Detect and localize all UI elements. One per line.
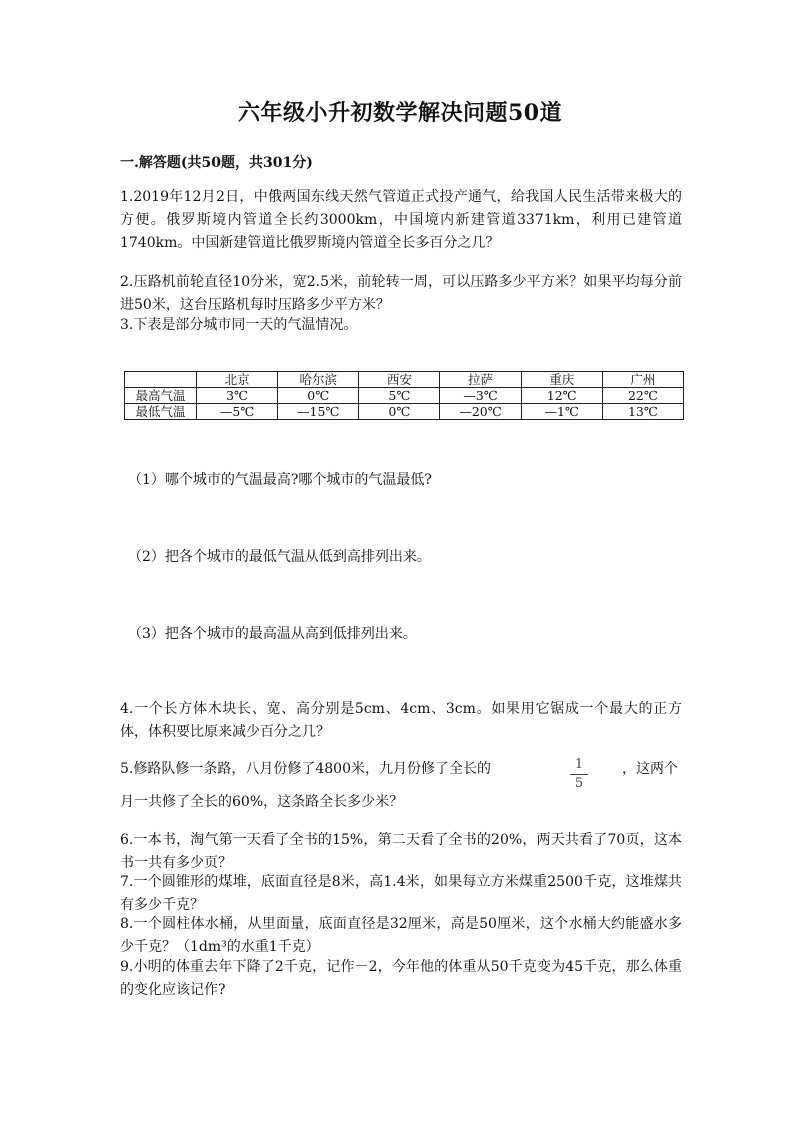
question-8: 8.一个圆柱体水桶，从里面量，底面直径是32厘米，高是50厘米，这个水桶大约能盛水多少千克？（1dm³的水重1千克） [120,916,682,955]
table-cell: —15℃ [278,404,359,420]
question-4: 4.一个长方体木块长、宽、高分别是5cm、4cm、3cm。如果用它锯成一个最大的正方体，体积要比原来减少百分之几？ [120,701,682,740]
table-cell: 0℃ [359,404,440,420]
table-cell: —20℃ [440,404,521,420]
fraction-numerator: 1 [574,757,584,772]
table-cell: 13℃ [602,404,683,420]
question-6: 6.一本书，淘气第一天看了全书的15%，第二天看了全书的20%，两天共看了70页，这本书一共有多少页？ [120,832,682,871]
table-header-cell: 拉萨 [440,372,521,388]
section-heading: 一.解答题(共50题，共301分) [120,155,313,171]
question-1: 1.2019年12月2日，中俄两国东线天然气管道正式投产通气，给我国人民生活带来极大的方便。俄罗斯境内管道全长约3000km，中国境内新建管道3371km，利用已建管道1740km。中国新建管道比俄罗斯境内管道全长多百分之几？ [120,189,682,251]
question-3-part-3: （3）把各个城市的最高温从高到低排列出来。 [128,626,417,642]
table-header-cell: 西安 [359,372,440,388]
table-header-cell: 广州 [602,372,683,388]
page-title: 六年级小升初数学解决问题50道 [237,100,563,126]
question-3-part-2: （2）把各个城市的最低气温从低到高排列出来。 [128,549,431,565]
row-label: 最低气温 [125,404,197,420]
question-3-part-1: （1）哪个城市的气温最高?哪个城市的气温最低? [128,472,432,488]
table-cell: 5℃ [359,388,440,404]
table-row [125,404,684,420]
question-3: 3.下表是部分城市同一天的气温情况。 [120,317,358,333]
table-cell: —3℃ [440,388,521,404]
fraction-bar [570,774,588,775]
table-header-cell: 哈尔滨 [278,372,359,388]
question-5-middle: ，这两个 [622,761,678,777]
row-label: 最高气温 [125,388,197,404]
question-2: 2.压路机前轮直径10分米，宽2.5米，前轮转一周，可以压路多少平方米？如果平均每分前进50米，这台压路机每时压路多少平方米？ [120,274,682,313]
table-cell: 12℃ [521,388,602,404]
fraction-one-fifth [570,757,588,792]
table-cell: 3℃ [197,388,278,404]
table-header-cell: 北京 [197,372,278,388]
table-cell: 0℃ [278,388,359,404]
question-5-start: 5.修路队修一条路，八月份修了4800米，九月份修了全长的 [120,761,491,777]
temperature-table [124,371,684,420]
question-5-end: 月一共修了全长的60%，这条路全长多少米？ [120,794,404,810]
table-row [125,388,684,404]
question-9: 9.小明的体重去年下降了2千克，记作－2，今年他的体重从50千克变为45千克，那么体重的变化应该记作? [120,959,682,998]
table-header-cell [125,372,197,388]
table-cell: 22℃ [602,388,683,404]
question-7: 7.一个圆锥形的煤堆，底面直径是8米，高1.4米，如果每立方米煤重2500千克，这堆煤共有多少千克？ [120,874,682,913]
table-cell: —5℃ [197,404,278,420]
fraction-denominator: 5 [574,776,584,791]
table-header-row [125,372,684,388]
table-header-cell: 重庆 [521,372,602,388]
table-cell: —1℃ [521,404,602,420]
